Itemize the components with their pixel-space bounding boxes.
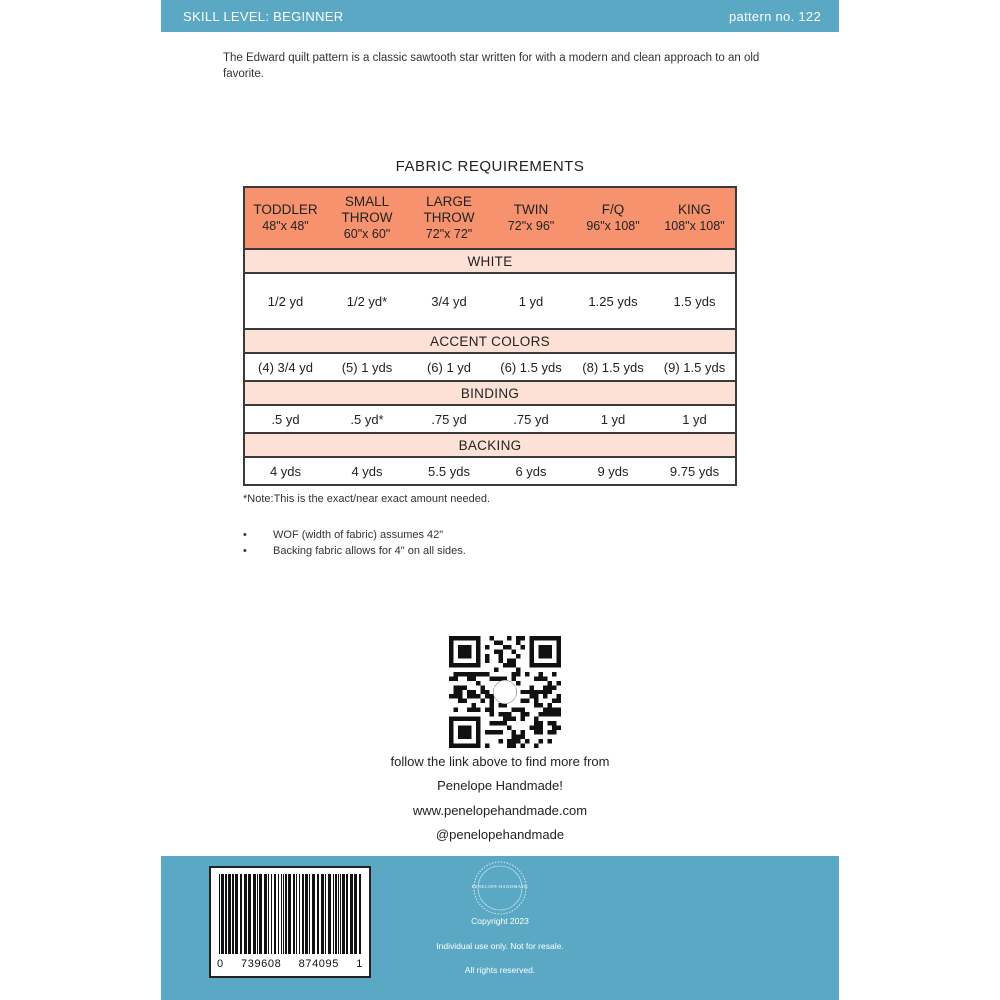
barcode-digit: 874095 [298,958,339,970]
size-dimensions: 96"x 108" [586,219,640,233]
brand-name: Penelope Handmade! [437,778,563,793]
table-cell: (6) 1 yd [426,359,472,375]
table-cell: 3/4 yd [431,293,467,309]
size-dimensions: 60"x 60" [343,227,391,241]
table-cell: 9 yds [597,463,629,479]
size-header [572,187,654,249]
table-cell: 4 yds [269,463,302,479]
table-cell: 1 yd [600,411,626,427]
table-cell: 1 yd [518,293,544,309]
table-cell: (6) 1.5 yds [500,359,562,375]
barcode-digit: 739608 [241,958,282,970]
table-cell: 9.75 yds [669,463,720,479]
size-header [408,187,490,249]
table-cell: 5.5 yds [428,463,470,479]
size-name: TWIN [513,202,549,217]
table-cell: (8) 1.5 yds [582,359,644,375]
size-header [654,187,736,249]
section-label: BACKING [244,433,736,457]
note-text: *Note:This is the exact/near exact amount needed. [243,493,491,505]
fabric-requirements-table [243,186,737,486]
table-cell: 1.25 yds [588,293,638,309]
table-title: FABRIC REQUIREMENTS [395,158,585,175]
pattern-back-cover [161,0,839,1000]
size-dimensions: 72"x 96" [507,219,555,233]
table-cell: .5 yd* [350,411,384,427]
section-row [244,249,736,273]
size-header [490,187,572,249]
table-cell: 1.5 yds [673,293,716,309]
top-banner [161,0,839,32]
size-name: KING [677,202,711,217]
size-name: TODDLER [253,202,318,217]
section-label: BINDING [244,381,736,405]
penelope-logo-icon [472,860,528,916]
table-cell: .75 yd [431,411,467,427]
section-row [244,381,736,405]
table-row [244,405,736,433]
size-header-row [244,187,736,249]
barcode-digit: 0 [217,958,224,970]
skill-level: SKILL LEVEL: BEGINNER [183,8,344,24]
size-name: SMALL THROW [341,194,393,225]
table-row [244,353,736,381]
rights-text: All rights reserved. [464,965,536,975]
notes-list [243,527,466,559]
table-cell: (4) 3/4 yd [258,359,313,375]
footer-banner [161,856,839,1000]
size-name: F/Q [601,202,625,217]
size-header [244,187,326,249]
size-header [326,187,408,249]
table-cell: .5 yd [271,411,300,427]
table-cell: 4 yds [351,463,383,479]
size-dimensions: 108"x 108" [664,219,725,233]
section-label: ACCENT COLORS [244,329,736,353]
copyright-text: Copyright 2023 [471,916,529,926]
social-handle[interactable]: @penelopehandmade [435,827,565,842]
barcode-digit: 1 [356,958,363,970]
follow-text: follow the link above to find more from [390,754,610,769]
table-row [244,273,736,329]
table-cell: 1/2 yd* [346,293,388,309]
pattern-number: pattern no. 122 [729,8,821,24]
usage-text: Individual use only. Not for resale. [436,941,564,951]
logo-text: PENELOPE HANDMADE [472,884,528,889]
table-cell: .75 yd [513,411,549,427]
table-cell: (5) 1 yds [341,359,393,375]
table-row [244,457,736,485]
list-item: • Backing fabric allows for 4" on all sides. [243,543,466,559]
list-item: • WOF (width of fabric) assumes 42" [243,527,466,543]
website-link[interactable]: www.penelopehandmade.com [412,803,588,818]
section-label: WHITE [244,249,736,273]
size-dimensions: 72"x 72" [425,227,473,241]
section-row [244,433,736,457]
size-name: LARGE THROW [423,194,475,225]
size-dimensions: 48"x 48" [262,219,309,233]
table-cell: (9) 1.5 yds [663,359,726,375]
section-row [244,329,736,353]
table-cell: 1/2 yd [267,293,304,309]
intro-text: The Edward quilt pattern is a classic sawtooth star written for with a modern and clean approach to an old favorite. [223,52,760,80]
table-cell: 1 yd [682,411,707,427]
qr-code-icon[interactable] [445,636,565,748]
table-cell: 6 yds [515,463,547,479]
